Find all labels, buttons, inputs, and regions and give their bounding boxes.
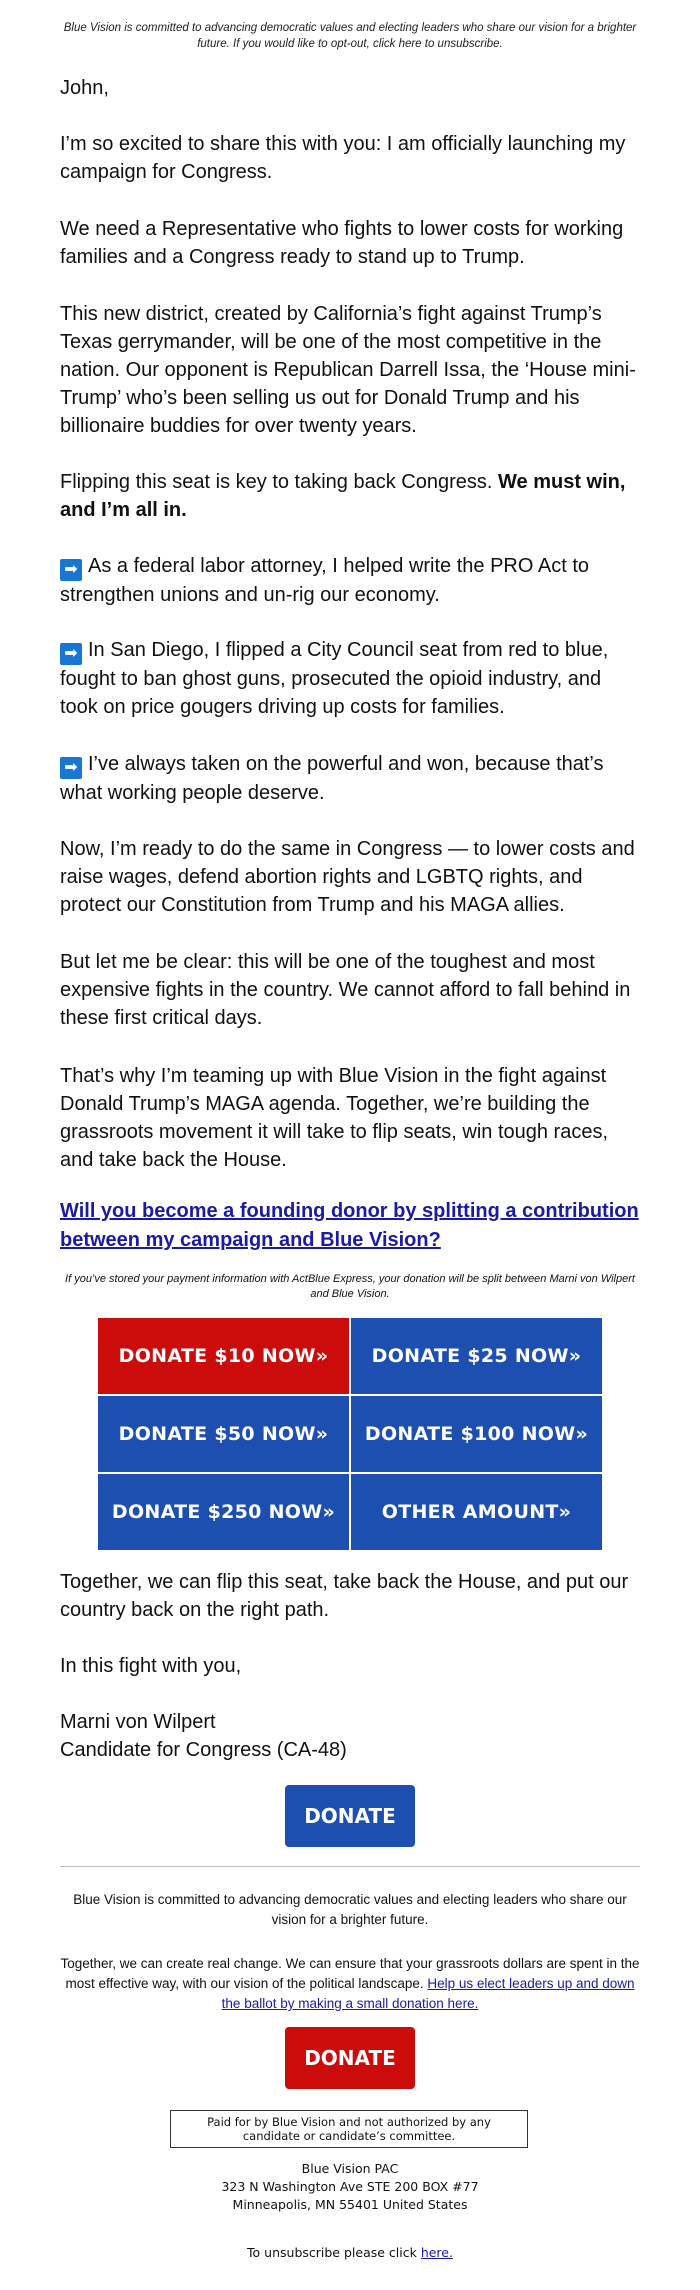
paragraph-teaming-up: That’s why I’m teaming up with Blue Vision in the fight against Donald Trump’s MAGA agenda. Together, we’re building the grassroots movement it will take to flip seats, win tough races, and take back the House. — [60, 1065, 609, 1171]
donate-10-button[interactable]: DONATE $10 NOW» — [98, 1318, 349, 1394]
sign-off: In this fight with you, — [60, 1655, 242, 1677]
unsubscribe-line — [60, 2244, 640, 2262]
paragraph-district: This new district, created by California’s fight against Trump’s Texas gerrymander, will be one of the most competitive in the nation. Our opponent is Republican Darrell Issa, the ‘House mini-Trump’ who’s been selling us out for Donald Trump and his billionaire buddies for over twenty years. — [60, 303, 636, 437]
right-arrow-icon: ➡ — [60, 643, 82, 665]
bullet-powerful — [60, 750, 640, 807]
donate-button[interactable]: DONATE — [285, 1785, 415, 1847]
footer-donate-link[interactable]: Help us elect leaders up and down the ballot by making a small donation here. — [221, 1976, 635, 2011]
bullet-labor-text: As a federal labor attorney, I helped write the PRO Act to strengthen unions and un-rig our economy. — [60, 555, 590, 606]
paragraph-flip-seat-bold: We must win, and I’m all in. — [60, 471, 626, 521]
footer-together-text: Together, we can create real change. We can ensure that your grassroots dollars are spent in the most effective way, with our vision of the political landscape. — [60, 1956, 640, 1991]
unsubscribe-link[interactable]: here. — [420, 2245, 453, 2260]
donate-25-button[interactable]: DONATE $25 NOW» — [351, 1318, 602, 1394]
footer-divider — [60, 1866, 640, 1867]
signature-title: Candidate for Congress (CA-48) — [60, 1739, 347, 1761]
bullet-san-diego — [60, 636, 640, 721]
footer-together — [60, 1954, 640, 2014]
paragraph-flip-seat — [60, 468, 640, 524]
address-line-1: 323 N Washington Ave STE 200 BOX #77 — [221, 2179, 479, 2194]
mailing-address — [60, 2160, 640, 2214]
org-name: Blue Vision PAC — [301, 2161, 399, 2176]
unsubscribe-text: To unsubscribe please click — [247, 2245, 421, 2260]
donate-button-grid — [98, 1318, 602, 1550]
actblue-note: If you’ve stored your payment information with ActBlue Express, your donation will be split between Marni von Wilpert and Blue Vision. — [65, 1273, 635, 1300]
signature-name: Marni von Wilpert — [60, 1711, 216, 1733]
donate-100-button[interactable]: DONATE $100 NOW» — [351, 1396, 602, 1472]
bullet-powerful-text: I’ve always taken on the powerful and won, because that’s what working people deserve. — [60, 753, 604, 804]
greeting: John, — [60, 77, 109, 99]
paragraph-flip-seat-text: Flipping this seat is key to taking back Congress. — [60, 471, 498, 493]
bullet-san-diego-text: In San Diego, I flipped a City Council seat from red to blue, fought to ban ghost guns, prosecuted the opioid industry, and took on price gougers driving up costs for families. — [60, 639, 609, 718]
right-arrow-icon: ➡ — [60, 757, 82, 779]
paragraph-congress: Now, I’m ready to do the same in Congress — to lower costs and raise wages, defend abortion rights and LGBTQ rights, and protect our Constitution from Trump and his MAGA allies. — [60, 838, 635, 916]
bullet-labor — [60, 552, 640, 609]
address-line-2: Minneapolis, MN 55401 United States — [232, 2197, 468, 2212]
header-disclaimer[interactable]: Blue Vision is committed to advancing democratic values and electing leaders who share our vision for a brighter future. If you would like to opt-out, click here to unsubscribe. — [63, 22, 637, 50]
paid-for-disclaimer: Paid for by Blue Vision and not authorized by any candidate or candidate’s committee. — [170, 2110, 528, 2148]
footer-donate-button[interactable]: DONATE — [285, 2027, 415, 2089]
footer-mission: Blue Vision is committed to advancing democratic values and electing leaders who share our vision for a brighter future. — [73, 1892, 627, 1927]
paragraph-tough-fight: But let me be clear: this will be one of the toughest and most expensive fights in the country. We cannot afford to fall behind in these first critical days. — [60, 951, 631, 1029]
donate-other-amount-button[interactable]: OTHER AMOUNT» — [351, 1474, 602, 1550]
founding-donor-link[interactable]: Will you become a founding donor by splitting a contribution between my campaign and Blue Vision? — [60, 1200, 639, 1251]
right-arrow-icon: ➡ — [60, 559, 82, 581]
paragraph-representative: We need a Representative who fights to lower costs for working families and a Congress ready to stand up to Trump. — [60, 218, 624, 268]
donate-50-button[interactable]: DONATE $50 NOW» — [98, 1396, 349, 1472]
paragraph-launch: I’m so excited to share this with you: I am officially launching my campaign for Congress. — [60, 133, 626, 183]
donate-250-button[interactable]: DONATE $250 NOW» — [98, 1474, 349, 1550]
paragraph-closing: Together, we can flip this seat, take back the House, and put our country back on the right path. — [60, 1571, 629, 1621]
